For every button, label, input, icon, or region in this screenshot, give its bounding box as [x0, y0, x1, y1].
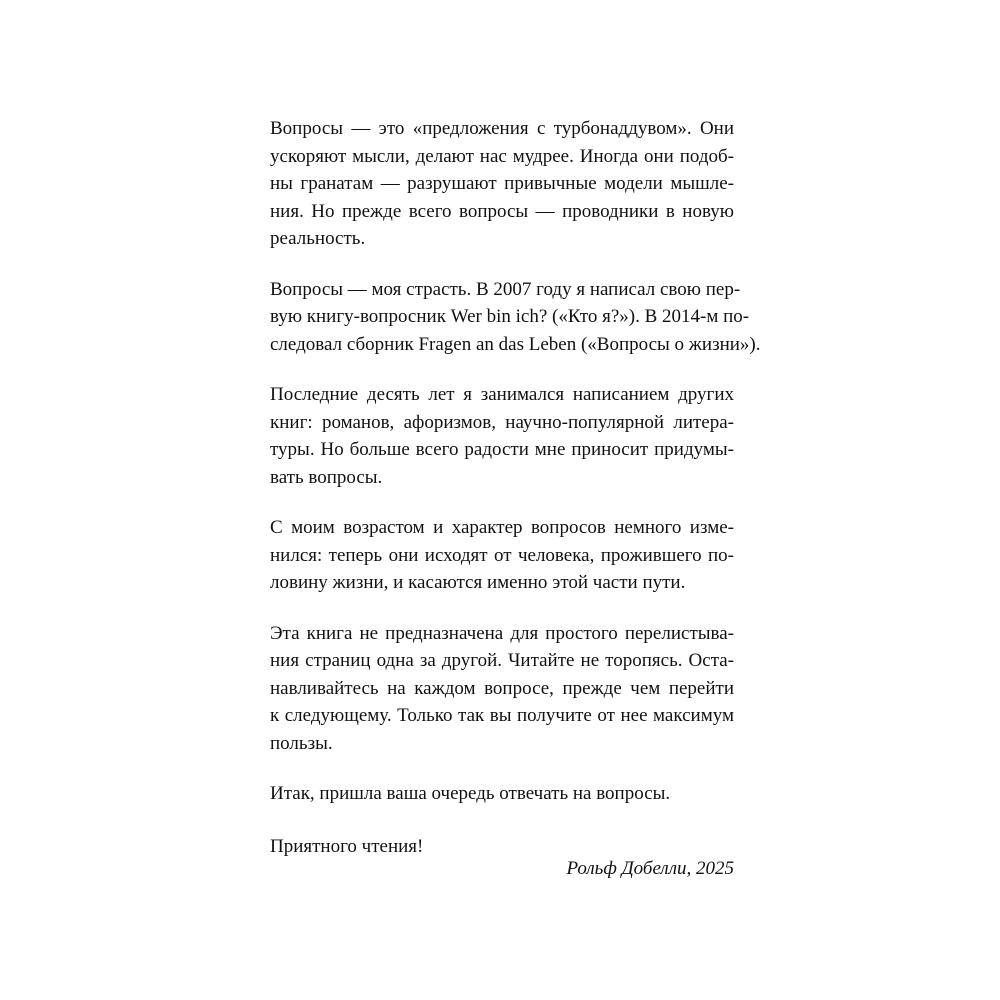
text-line: С моим возрастом и характер вопросов немного изме-	[270, 517, 734, 538]
text-line: ния. Но прежде всего вопросы — проводники в новую	[270, 200, 734, 222]
text-line: следовал сборник Fragen an das Leben («Вопросы о жизни»).	[270, 333, 761, 355]
text-line: реальность.	[270, 228, 366, 249]
body-text	[270, 115, 761, 883]
paragraph-4	[270, 514, 734, 597]
text-line: навливайтесь на каждом вопросе, прежде чем перейти	[270, 677, 734, 699]
text-line: пользы.	[270, 732, 333, 754]
text-line: Эта книга не предназначена для простого перелистыва-	[270, 622, 734, 644]
text-line: вую книгу-вопросник Wer bin ich? («Кто я?»). В 2014-м по-	[270, 306, 750, 327]
text-line: книг: романов, афоризмов, научно-популярной литера-	[270, 411, 734, 433]
paragraph-1	[270, 115, 734, 253]
text-line: Последние десять лет я занимался написанием других	[270, 384, 734, 405]
author-signature: Рольф Добелли, 2025	[566, 858, 734, 879]
paragraph-3	[270, 381, 734, 491]
text-line: ловину жизни, и касаются именно этой части пути.	[270, 572, 686, 593]
paragraph-2	[270, 276, 761, 359]
paragraph-5	[270, 620, 734, 758]
text-line: Приятного чтения!	[270, 835, 424, 857]
text-line: ния страниц одна за другой. Читайте не торопясь. Оста-	[270, 650, 734, 671]
paragraph-6	[270, 780, 734, 808]
text-line: Вопросы — моя страсть. В 2007 году я написал свою пер-	[270, 278, 741, 300]
text-line: ны гранатам — разрушают привычные модели мышле-	[270, 173, 734, 194]
text-line: Итак, пришла ваша очередь отвечать на вопросы.	[270, 783, 671, 804]
text-line: к следующему. Только так вы получите от нее максимум	[270, 705, 734, 726]
text-line: туры. Но больше всего радости мне приносит придумы-	[270, 439, 734, 460]
text-line: ускоряют мысли, делают нас мудрее. Иногда они подоб-	[270, 145, 734, 167]
text-line: Вопросы — это «предложения с турбонаддувом». Они	[270, 118, 734, 139]
text-line: вать вопросы.	[270, 466, 383, 488]
text-line: нился: теперь они исходят от человека, прожившего по-	[270, 544, 734, 566]
